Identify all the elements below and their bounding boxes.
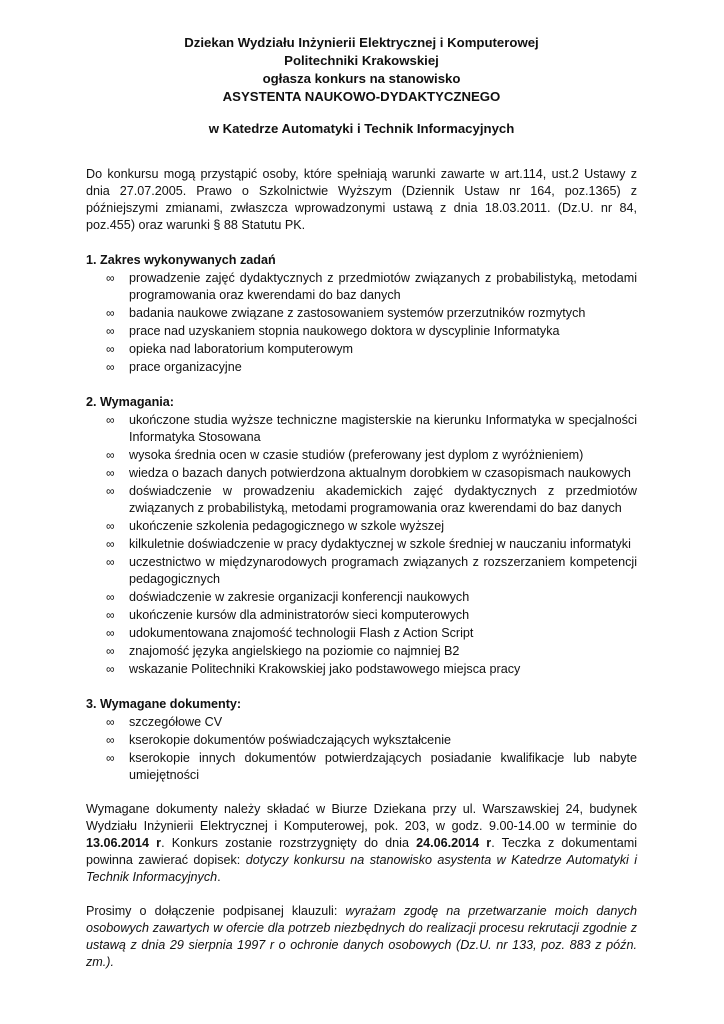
submission-text: . bbox=[217, 870, 221, 884]
infinity-bullet-icon: ∞ bbox=[106, 519, 115, 533]
submission-paragraph bbox=[86, 801, 637, 886]
list-item-text: kserokopie dokumentów poświadczających wykształcenie bbox=[129, 733, 451, 747]
list-item-text: kilkuletnie doświadczenie w pracy dydaktycznej w szkole średniej w nauczaniu informatyki bbox=[129, 537, 631, 551]
list-item-text: wskazanie Politechniki Krakowskiej jako podstawowego miejsca pracy bbox=[129, 662, 521, 676]
document-page bbox=[86, 34, 637, 971]
infinity-bullet-icon: ∞ bbox=[106, 271, 115, 285]
list-item-text: prowadzenie zajęć dydaktycznych z przedmiotów związanych z probabilistyką, metodami programowania oraz kwerendami do baz danych bbox=[129, 271, 637, 302]
list-item-text: prace nad uzyskaniem stopnia naukowego doktora w dyscyplinie Informatyka bbox=[129, 324, 560, 338]
list-item bbox=[86, 607, 637, 624]
infinity-bullet-icon: ∞ bbox=[106, 626, 115, 640]
list-item-text: szczegółowe CV bbox=[129, 715, 223, 729]
list-item bbox=[86, 554, 637, 588]
header-position-line: ASYSTENTA NAUKOWO-DYDAKTYCZNEGO bbox=[222, 89, 501, 104]
infinity-bullet-icon: ∞ bbox=[106, 413, 115, 427]
folder-note: dotyczy konkursu na stanowisko asystenta w Katedrze Automatyki i Technik Informacyjnych bbox=[86, 853, 637, 884]
list-item bbox=[86, 447, 637, 464]
list-item bbox=[86, 341, 637, 358]
infinity-bullet-icon: ∞ bbox=[106, 448, 115, 462]
requirements-list bbox=[86, 412, 637, 678]
list-item-text: doświadczenie w zakresie organizacji konferencji naukowych bbox=[129, 590, 470, 604]
list-item bbox=[86, 518, 637, 535]
list-item-text: wiedza o bazach danych potwierdzona aktualnym dorobkiem w czasopismach naukowych bbox=[129, 466, 631, 480]
section-tasks bbox=[86, 252, 637, 376]
submission-text: . Konkurs zostanie rozstrzygnięty do dnia bbox=[161, 836, 417, 850]
header-announcement-line: ogłasza konkurs na stanowisko bbox=[262, 71, 461, 86]
infinity-bullet-icon: ∞ bbox=[106, 466, 115, 480]
infinity-bullet-icon: ∞ bbox=[106, 590, 115, 604]
consent-paragraph bbox=[86, 903, 637, 971]
announcement-header bbox=[86, 34, 637, 106]
header-university-line: Politechniki Krakowskiej bbox=[284, 53, 439, 68]
consent-clause: wyrażam zgodę na przetwarzanie moich danych osobowych zawartych w ofercie dla potrzeb niezbędnych do realizacji procesu rekrutacji zgodnie z ustawą z dnia 29 sierpnia 1997 r o ochronie danych osobowych (Dz.U. nr 133, poz. 883 z późn. zm.). bbox=[86, 904, 637, 969]
list-item-text: badania naukowe związane z zastosowaniem systemów przerzutników rozmytych bbox=[129, 306, 586, 320]
infinity-bullet-icon: ∞ bbox=[106, 733, 115, 747]
section-title: 2. Wymagania: bbox=[86, 395, 174, 409]
list-item bbox=[86, 412, 637, 446]
list-item-text: wysoka średnia ocen w czasie studiów (preferowany jest dyplom z wyróżnieniem) bbox=[129, 448, 584, 462]
infinity-bullet-icon: ∞ bbox=[106, 324, 115, 338]
intro-paragraph: Do konkursu mogą przystąpić osoby, które spełniają warunki zawarte w art.114, ust.2 Ustawy z dnia 27.07.2005. Prawo o Szkolnictwie Wyższym (Dziennik Ustaw nr 164, poz.1365) z późniejszymi zmianami, zwłaszcza wprowadzonymi ustawą z dnia 18.03.2011. (Dz.U. nr 84, poz.455) oraz warunki § 88 Statutu PK. bbox=[86, 167, 637, 232]
list-item bbox=[86, 589, 637, 606]
list-item bbox=[86, 483, 637, 517]
list-item-text: znajomość języka angielskiego na poziomie co najmniej B2 bbox=[129, 644, 460, 658]
infinity-bullet-icon: ∞ bbox=[106, 537, 115, 551]
list-item-text: udokumentowana znajomość technologii Flash z Action Script bbox=[129, 626, 474, 640]
list-item-text: ukończenie kursów dla administratorów sieci komputerowych bbox=[129, 608, 470, 622]
department-line: w Katedrze Automatyki i Technik Informacyjnych bbox=[208, 121, 515, 136]
list-item-text: prace organizacyjne bbox=[129, 360, 242, 374]
list-item bbox=[86, 625, 637, 642]
decision-date: 24.06.2014 r bbox=[416, 836, 492, 850]
header-faculty-line: Dziekan Wydziału Inżynierii Elektrycznej i Komputerowej bbox=[184, 35, 539, 50]
section-requirements bbox=[86, 394, 637, 678]
list-item bbox=[86, 661, 637, 678]
list-item bbox=[86, 270, 637, 304]
list-item-text: kserokopie innych dokumentów potwierdzających posiadanie kwalifikacje lub nabyte umiejętności bbox=[129, 751, 637, 782]
infinity-bullet-icon: ∞ bbox=[106, 342, 115, 356]
list-item bbox=[86, 323, 637, 340]
list-item bbox=[86, 750, 637, 784]
list-item bbox=[86, 359, 637, 376]
consent-text: Prosimy o dołączenie podpisanej klauzuli: bbox=[86, 904, 346, 918]
list-item-text: ukończenie szkolenia pedagogicznego w szkole wyższej bbox=[129, 519, 445, 533]
list-item-text: doświadczenie w prowadzeniu akademickich zajęć dydaktycznych z przedmiotów związanych z probabilistyką, metodami programowania oraz kwerendami do baz danych bbox=[129, 484, 637, 515]
list-item bbox=[86, 465, 637, 482]
infinity-bullet-icon: ∞ bbox=[106, 644, 115, 658]
infinity-bullet-icon: ∞ bbox=[106, 751, 115, 765]
list-item-text: ukończone studia wyższe techniczne magisterskie na kierunku Informatyka w specjalności Informatyka Stosowana bbox=[129, 413, 637, 444]
list-item bbox=[86, 305, 637, 322]
infinity-bullet-icon: ∞ bbox=[106, 306, 115, 320]
infinity-bullet-icon: ∞ bbox=[106, 484, 115, 498]
list-item-text: uczestnictwo w międzynarodowych programach związanych z rozszerzaniem kompetencji pedagogicznych bbox=[129, 555, 637, 586]
submission-deadline: 13.06.2014 r bbox=[86, 836, 162, 850]
section-title: 1. Zakres wykonywanych zadań bbox=[86, 253, 276, 267]
infinity-bullet-icon: ∞ bbox=[106, 662, 115, 676]
infinity-bullet-icon: ∞ bbox=[106, 555, 115, 569]
infinity-bullet-icon: ∞ bbox=[106, 360, 115, 374]
tasks-list bbox=[86, 270, 637, 376]
section-title: 3. Wymagane dokumenty: bbox=[86, 697, 242, 711]
documents-list bbox=[86, 714, 637, 784]
list-item bbox=[86, 732, 637, 749]
infinity-bullet-icon: ∞ bbox=[106, 608, 115, 622]
list-item bbox=[86, 714, 637, 731]
submission-text: . Teczka z dokumentami powinna zawierać dopisek: bbox=[86, 836, 638, 867]
list-item bbox=[86, 643, 637, 660]
section-documents bbox=[86, 696, 637, 784]
list-item bbox=[86, 536, 637, 553]
infinity-bullet-icon: ∞ bbox=[106, 715, 115, 729]
submission-text: Wymagane dokumenty należy składać w Biurze Dziekana przy ul. Warszawskiej 24, budynek Wydziału Inżynierii Elektrycznej i Komputerowej, pok. 203, w godz. 9.00-14.00 w terminie do bbox=[86, 802, 637, 833]
list-item-text: opieka nad laboratorium komputerowym bbox=[129, 342, 354, 356]
